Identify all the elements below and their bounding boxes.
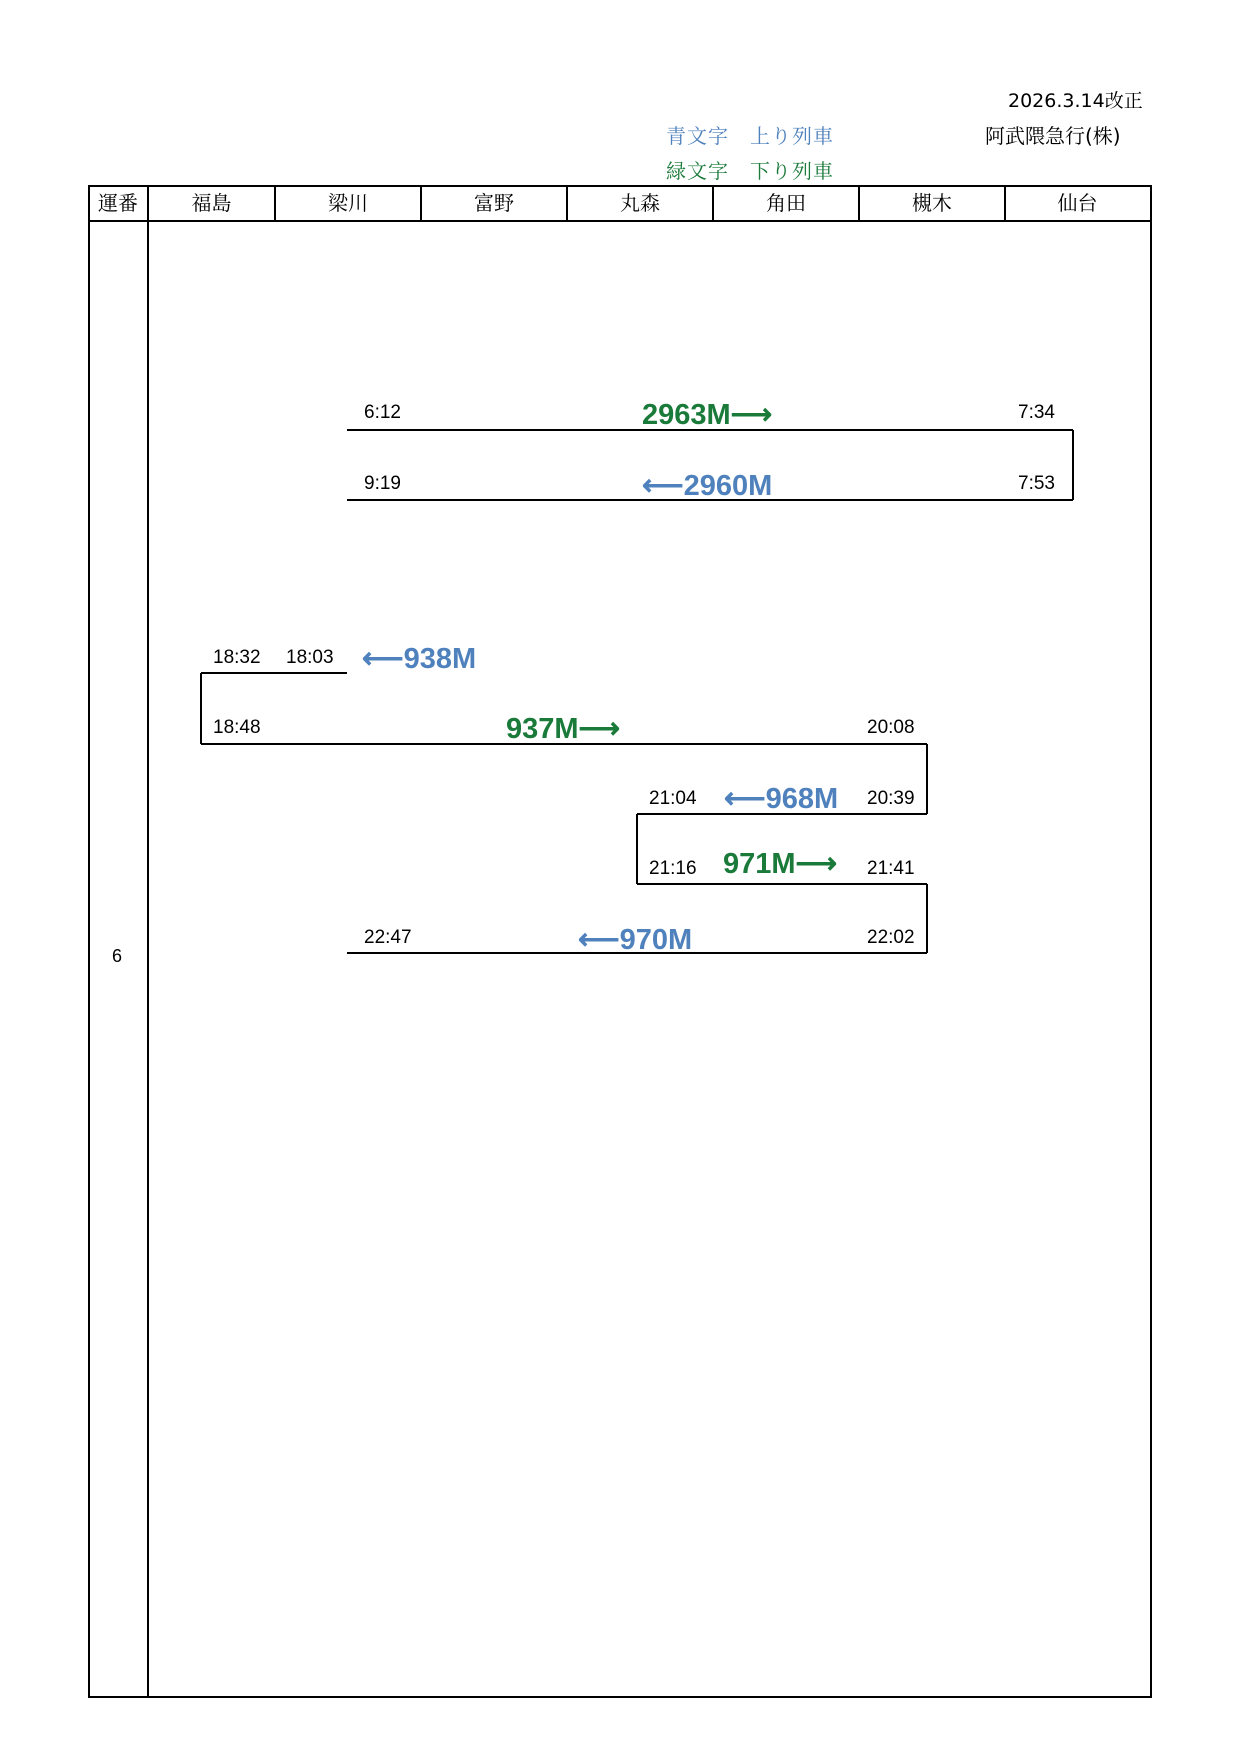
train-label-938M: ⟵938M — [362, 643, 477, 675]
train-label-970M: ⟵970M — [578, 924, 693, 956]
train-label-2963M: 2963M⟶ — [642, 399, 773, 431]
column-header-tomino: 富野 — [474, 191, 514, 215]
train-label-2960M: ⟵2960M — [642, 470, 773, 502]
time-937M-departure: 18:48 — [213, 717, 261, 738]
time-971M-arrival: 21:41 — [867, 858, 915, 879]
time-970M-departure: 22:02 — [867, 927, 915, 948]
time-971M-departure: 21:16 — [649, 858, 697, 879]
legend-down-trains: 緑文字 下り列車 — [666, 159, 834, 183]
legend-up-trains: 青文字 上り列車 — [666, 124, 834, 148]
column-header-fukushima: 福島 — [191, 191, 232, 215]
time-2963M-departure: 6:12 — [364, 402, 401, 423]
time-937M-arrival: 20:08 — [867, 717, 915, 738]
column-header-kakuda: 角田 — [766, 191, 806, 215]
column-header-sendai: 仙台 — [1057, 191, 1098, 215]
time-938M-arrival: 18:32 — [213, 647, 261, 668]
train-label-971M: 971M⟶ — [723, 848, 838, 880]
column-header-marumori: 丸森 — [620, 191, 660, 215]
revision-date: 2026.3.14改正 — [1008, 90, 1143, 112]
time-2963M-arrival: 7:34 — [1018, 402, 1055, 423]
train-label-937M: 937M⟶ — [506, 713, 621, 745]
time-968M-arrival: 21:04 — [649, 788, 697, 809]
train-label-968M: ⟵968M — [724, 783, 839, 815]
company-name: 阿武隈急行(株) — [985, 124, 1121, 148]
time-2960M-arrival: 9:19 — [364, 473, 401, 494]
unyo-number: 6 — [112, 946, 123, 966]
column-header-yanagawa: 梁川 — [328, 191, 368, 215]
time-938M-departure: 18:03 — [286, 647, 334, 668]
time-970M-arrival: 22:47 — [364, 927, 412, 948]
column-header-tsukinoki: 槻木 — [912, 191, 952, 215]
column-header-unyo: 運番 — [98, 191, 138, 215]
time-2960M-departure: 7:53 — [1018, 473, 1055, 494]
time-968M-departure: 20:39 — [867, 788, 915, 809]
